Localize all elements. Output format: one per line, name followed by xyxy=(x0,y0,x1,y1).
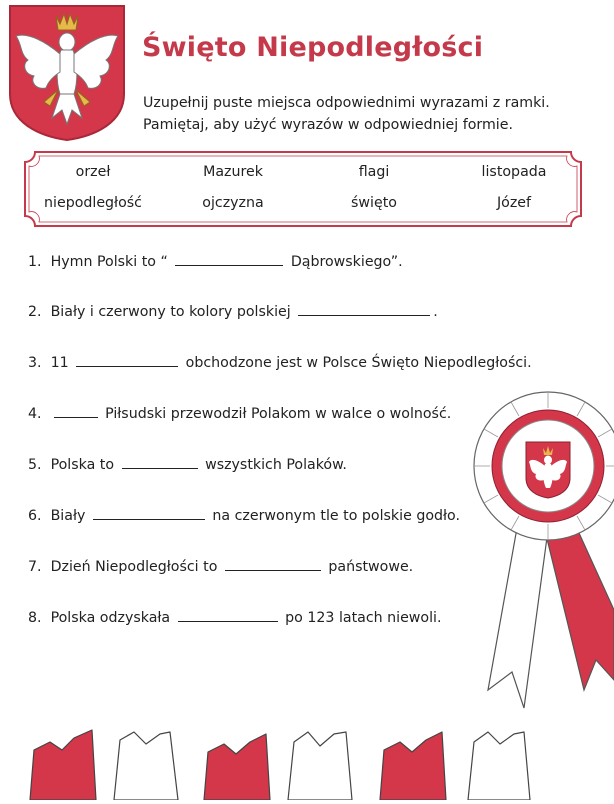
question-number: 6. xyxy=(28,508,42,524)
question-1 xyxy=(28,252,403,270)
word-bank-item: orzeł xyxy=(75,164,111,180)
question-number: 1. xyxy=(28,254,42,270)
question-number: 8. xyxy=(28,610,42,626)
answer-blank[interactable] xyxy=(122,455,198,469)
question-text-before: Polska odzyskała xyxy=(50,610,171,626)
word-bank-item: święto xyxy=(351,195,397,211)
question-text-before: Dzień Niepodległości to xyxy=(50,559,218,575)
question-number: 2. xyxy=(28,304,42,320)
question-text-after: po 123 latach niewoli. xyxy=(285,610,442,626)
word-bank-item: flagi xyxy=(358,164,390,180)
answer-blank[interactable] xyxy=(298,302,430,316)
question-number: 5. xyxy=(28,457,42,473)
answer-blank[interactable] xyxy=(76,353,178,367)
answer-blank[interactable] xyxy=(225,557,321,571)
answer-blank[interactable] xyxy=(54,404,98,418)
question-5 xyxy=(28,455,347,473)
answer-blank[interactable] xyxy=(175,252,283,266)
question-text-before: Biały i czerwony to kolory polskiej xyxy=(50,304,291,320)
word-bank-item: Józef xyxy=(496,195,532,211)
question-number: 4. xyxy=(28,406,42,422)
answer-blank[interactable] xyxy=(178,608,278,622)
word-bank-item: niepodległość xyxy=(44,195,142,211)
question-text-after: państwowe. xyxy=(328,559,414,575)
question-text-after: wszystkich Polaków. xyxy=(205,457,347,473)
question-number: 3. xyxy=(28,355,42,371)
question-text-before: Polska to xyxy=(50,457,115,473)
question-3 xyxy=(28,353,532,371)
question-7 xyxy=(28,557,413,575)
question-8 xyxy=(28,608,441,626)
word-bank-item: listopada xyxy=(481,164,547,180)
question-text-after: na czerwonym tle to polskie godło. xyxy=(212,508,460,524)
word-bank-item: Mazurek xyxy=(203,164,263,180)
question-text-after: obchodzone jest w Polsce Święto Niepodległości. xyxy=(185,355,532,371)
question-text-after: Piłsudski przewodził Polakom w walce o wolność. xyxy=(105,406,452,422)
word-bank-item: ojczyzna xyxy=(202,195,264,211)
question-number: 7. xyxy=(28,559,42,575)
question-6 xyxy=(28,506,460,524)
instruction-line-2: Pamiętaj, aby użyć wyrazów w odpowiedniej formie. xyxy=(143,117,513,133)
question-text-after: Dąbrowskiego”. xyxy=(290,254,403,270)
question-text-before: Hymn Polski to “ xyxy=(50,254,168,270)
question-2 xyxy=(28,302,438,320)
question-4 xyxy=(28,404,451,422)
question-text-before: Biały xyxy=(50,508,86,524)
question-text-after: . xyxy=(433,304,438,320)
rosette-icon xyxy=(468,390,614,720)
question-text-before: 11 xyxy=(50,355,69,371)
ribbon-flags-icon xyxy=(0,720,614,800)
page-title: Święto Niepodległości xyxy=(142,32,484,63)
answer-blank[interactable] xyxy=(93,506,205,520)
instruction-line-1: Uzupełnij puste miejsca odpowiednimi wyrazami z ramki. xyxy=(143,95,550,111)
